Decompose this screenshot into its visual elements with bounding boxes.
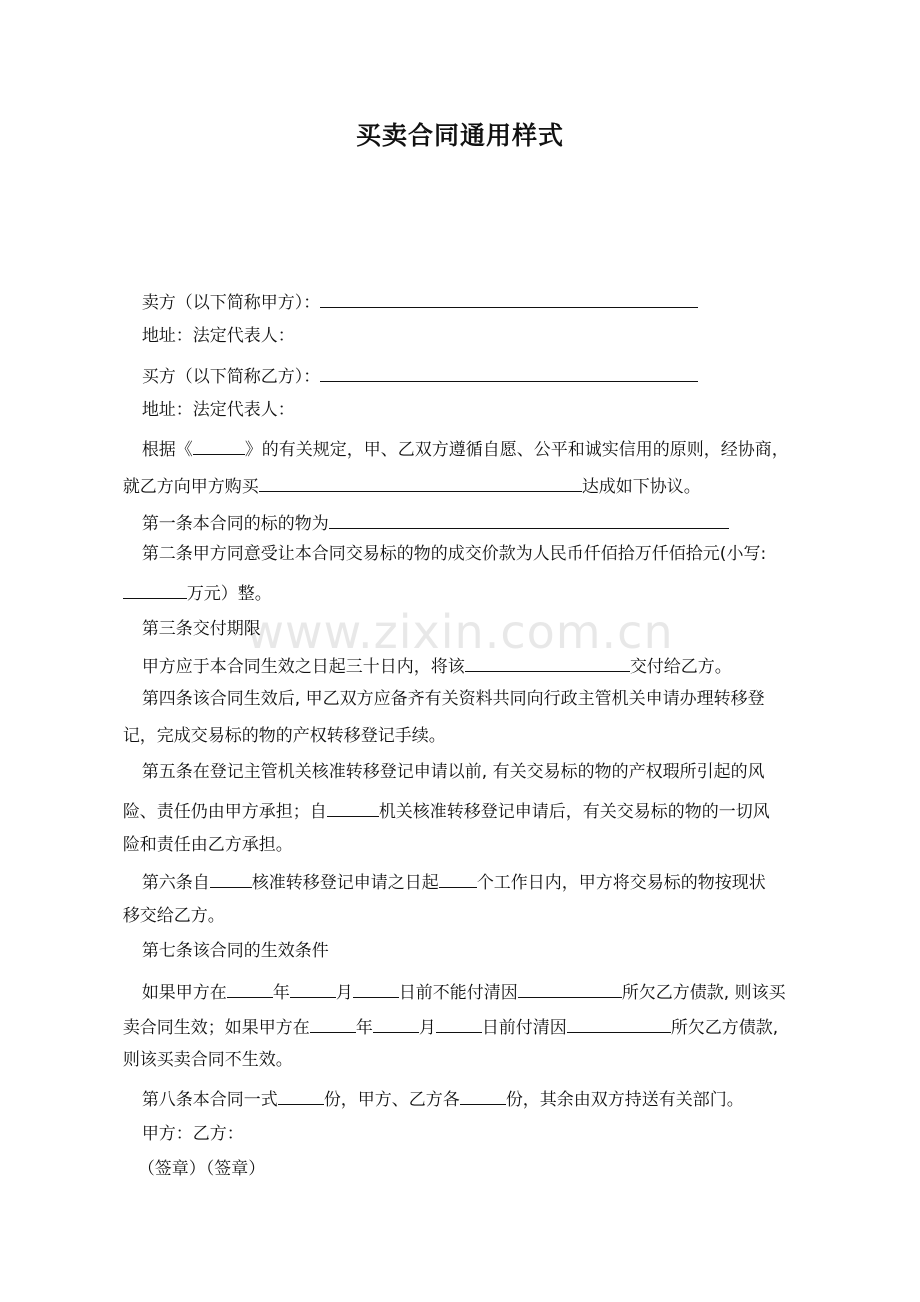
article-3-cont-text-a: 甲方应于本合同生效之日起三十日内，将该: [141, 657, 465, 677]
article-8-text-c: 份，其余由双方持送有关部门。: [505, 1090, 744, 1110]
watermark: www.zixin.com.cn: [246, 605, 674, 659]
year-blank-2[interactable]: [310, 1012, 356, 1033]
article-6-cont-text: 移交给乙方。: [122, 906, 225, 926]
approval-authority-blank[interactable]: [327, 796, 379, 817]
article-7-cont-1-text-b: 日前不能付清因: [398, 983, 518, 1003]
workdays-blank[interactable]: [439, 867, 477, 888]
article-5-text: 第五条在登记主管机关核准转移登记申请以前, 有关交易标的物的产权瑕所引起的风: [141, 762, 765, 782]
article-7-text: 第七条该合同的生效条件: [141, 941, 329, 961]
seals-text: （签章）（签章）: [137, 1159, 266, 1179]
buyer-label: 买方（以下简称乙方）：: [141, 367, 321, 387]
year-label-1: 年: [272, 983, 290, 1003]
article-2-text: 第二条甲方同意受让本合同交易标的物的成交价款为人民币仟佰拾万仟佰拾元(小写:: [141, 544, 767, 564]
article-1-text: 第一条本合同的标的物为: [141, 514, 329, 534]
article-4-cont-text: 记，完成交易标的物的产权转移登记手续。: [122, 726, 446, 746]
article-8-text-b: 份，甲方、乙方各: [323, 1090, 460, 1110]
basis-text-b: 》的有关规定，甲、乙双方遵循自愿、公平和诚实信用的原则，经协商，: [244, 440, 789, 460]
debt-reason-blank-2[interactable]: [567, 1012, 671, 1033]
article-6-text-c: 个工作日内，甲方将交易标的物按现状: [476, 873, 766, 893]
year-label-2: 年: [355, 1018, 373, 1038]
article-5-cont-text-b: 机关核准转移登记申请后，有关交易标的物的一切风: [378, 802, 770, 822]
article-7-cont-1-text-c: 所欠乙方债款, 则该买: [621, 983, 786, 1003]
article-7-cont-2-text-b: 日前付清因: [481, 1018, 567, 1038]
basis2-text-b: 达成如下协议。: [581, 477, 701, 497]
buyer-name-blank[interactable]: [320, 361, 698, 382]
article-4-text: 第四条该合同生效后, 甲乙双方应备齐有关资料共同向行政主管机关申请办理转移登: [141, 689, 765, 709]
article-6-text-b: 核准转移登记申请之日起: [251, 873, 439, 893]
article-7-cont-1-text-a: 如果甲方在: [141, 983, 227, 1003]
seller-label: 卖方（以下简称甲方）：: [141, 293, 321, 313]
document-title: 买卖合同通用样式: [355, 121, 564, 150]
article-5-cont-text-a: 险、责任仍由甲方承担；自: [122, 802, 327, 822]
month-label-2: 月: [418, 1018, 436, 1038]
article-6: [131, 841, 766, 896]
article-7-cont-2-text-a: 卖合同生效；如果甲方在: [122, 1018, 310, 1038]
article-3-text: 第三条交付期限: [141, 619, 261, 639]
article-5-end-text: 险和责任由乙方承担。: [122, 835, 293, 855]
copies-total-blank[interactable]: [278, 1084, 324, 1105]
day-blank-2[interactable]: [436, 1012, 482, 1033]
parties-text: 甲方：乙方：: [141, 1124, 244, 1144]
article-8-text-a: 第八条本合同一式: [141, 1090, 278, 1110]
month-blank-2[interactable]: [373, 1012, 419, 1033]
seals-line: [127, 1130, 265, 1182]
seller-name-blank[interactable]: [320, 287, 698, 308]
article-2-cont-text: 万元）整。: [186, 584, 272, 604]
article-3-cont-text-b: 交付给乙方。: [629, 657, 732, 677]
seller-address-label: 地址：法定代表人：: [141, 326, 295, 346]
basis-text-a: 根据《: [141, 440, 193, 460]
copies-each-blank[interactable]: [460, 1084, 506, 1105]
basis2-text-a: 就乙方向甲方购买: [122, 477, 259, 497]
article-7-cont-2-text-c: 所欠乙方债款,: [670, 1018, 779, 1038]
buyer-address-label: 地址：法定代表人：: [141, 400, 295, 420]
article-7-cont-3-text: 则该买卖合同不生效。: [122, 1050, 293, 1070]
article-6-text-a: 第六条自: [141, 873, 210, 893]
month-label-1: 月: [335, 983, 353, 1003]
